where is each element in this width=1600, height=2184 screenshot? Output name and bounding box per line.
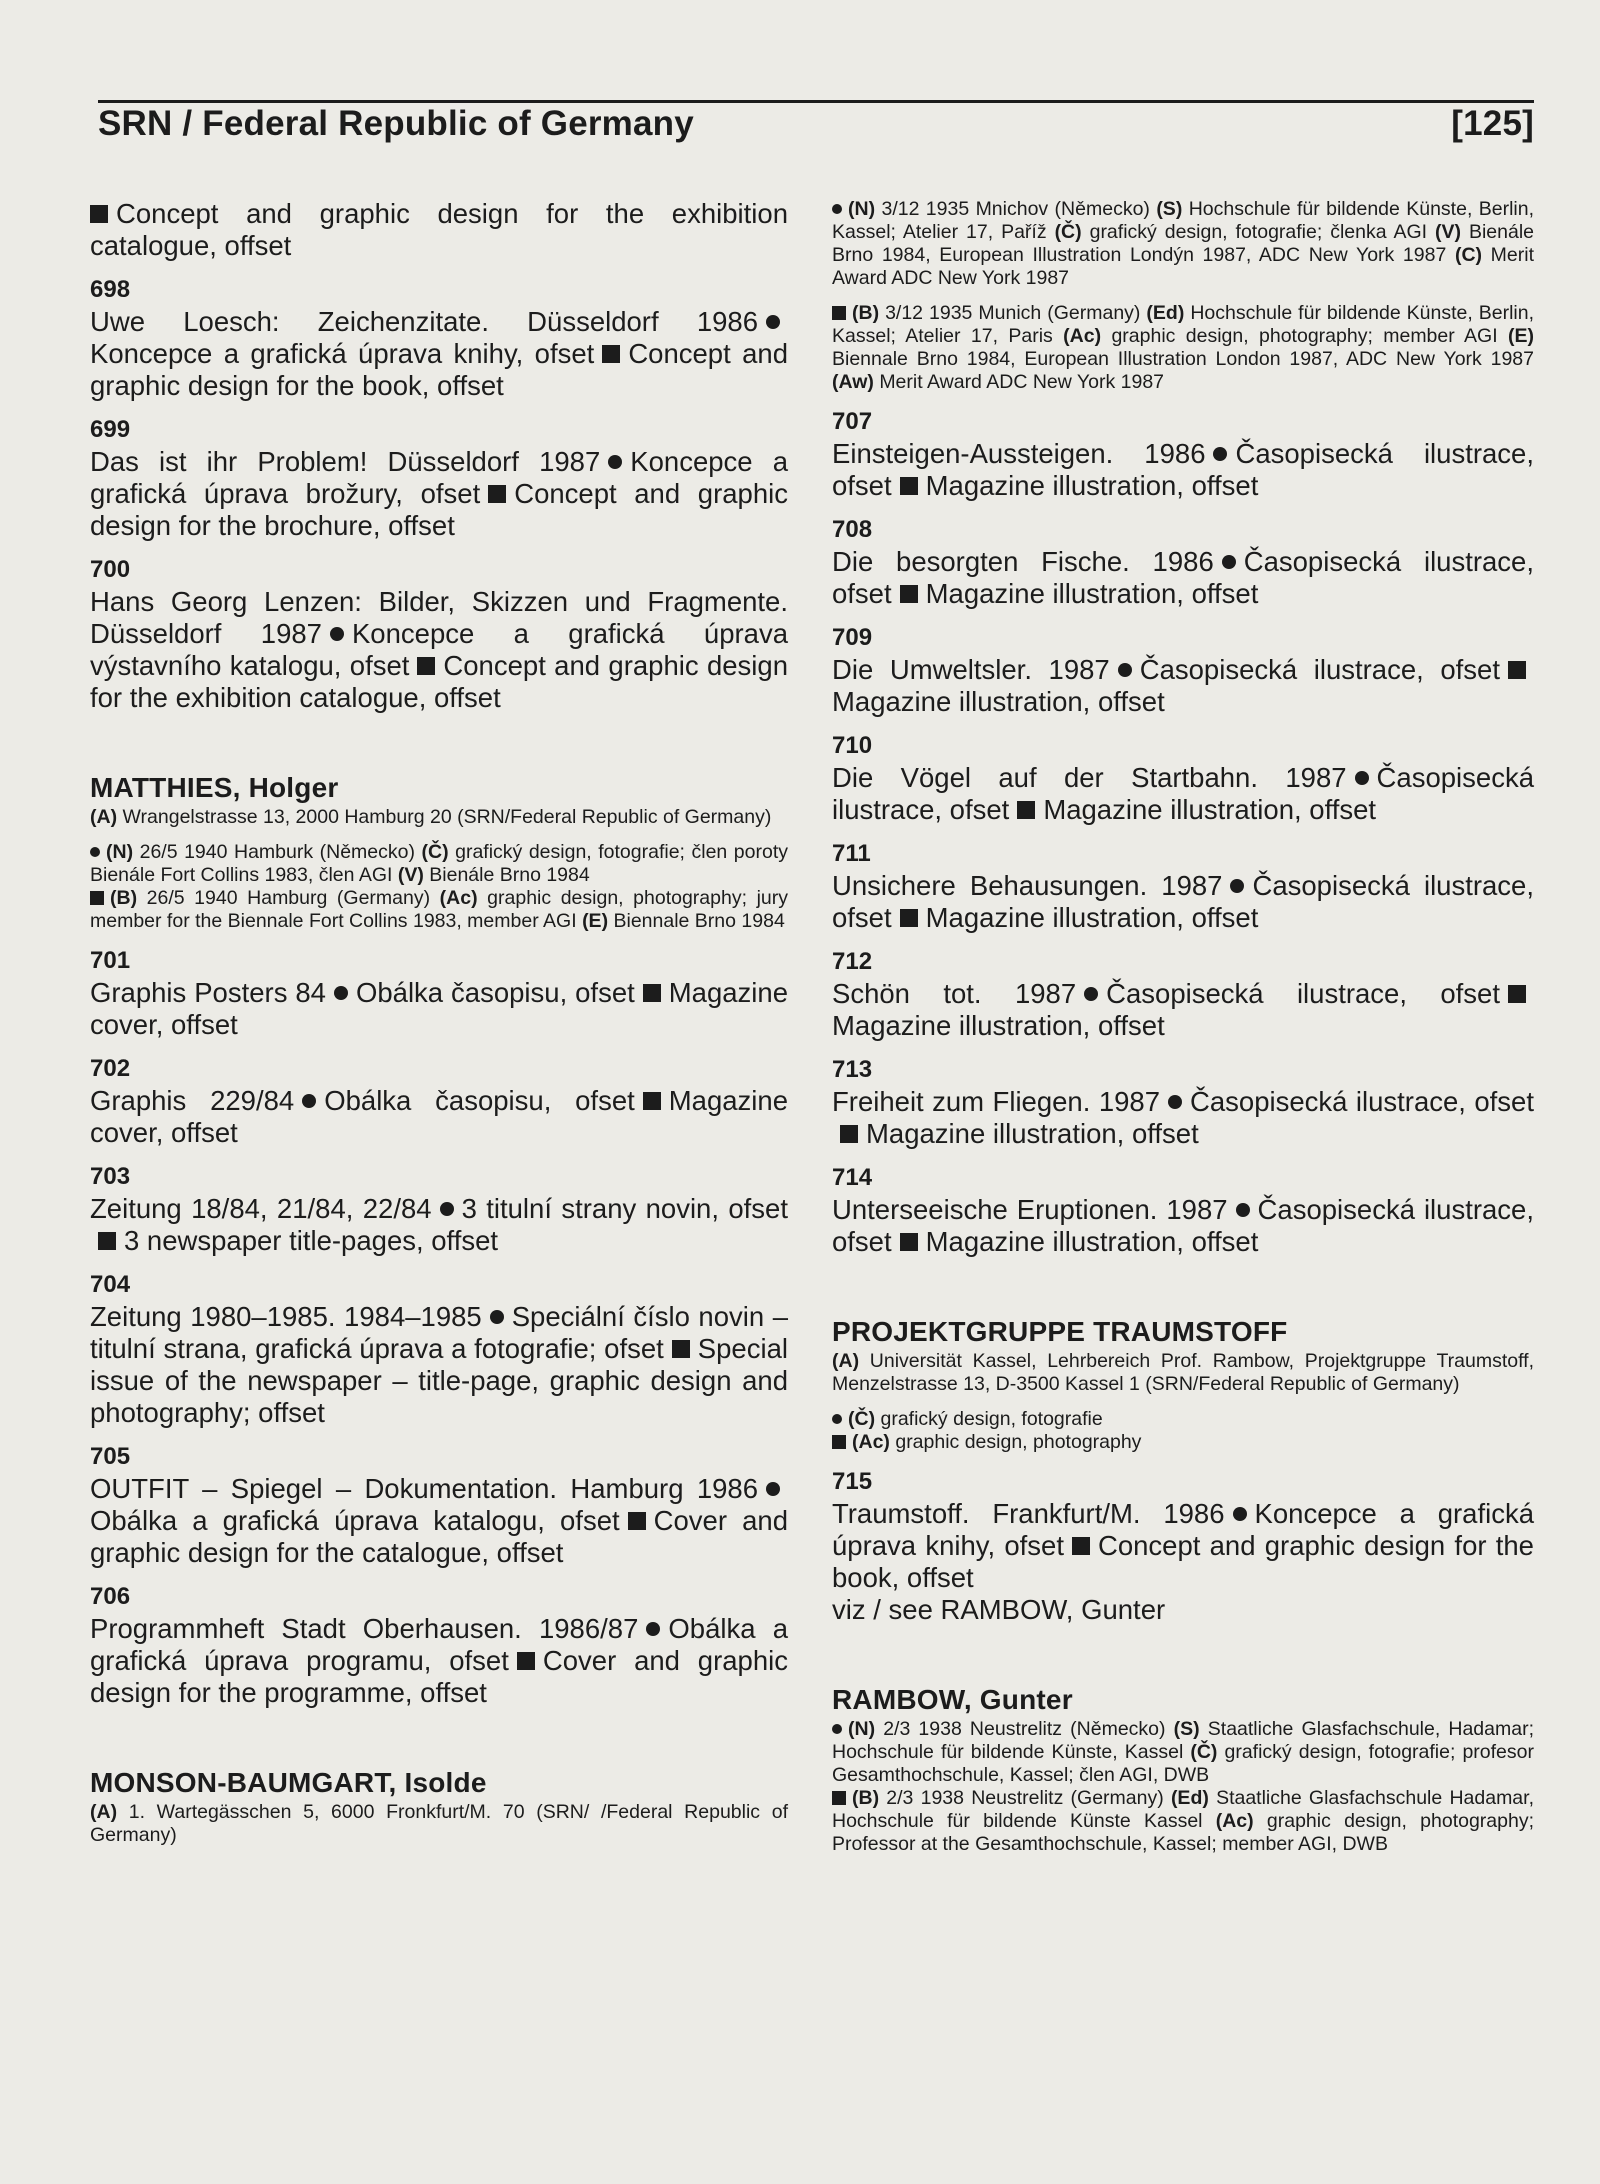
czech-marker-icon bbox=[766, 1482, 780, 1496]
entry-number: 711 bbox=[832, 840, 871, 867]
entry-number: 707 bbox=[832, 408, 873, 435]
artist-bio-english: (Ac) graphic design, photography bbox=[832, 1431, 1534, 1454]
english-marker-icon bbox=[517, 1652, 535, 1670]
english-marker-icon bbox=[832, 1791, 846, 1805]
entry-number: 715 bbox=[832, 1468, 873, 1495]
artist-name: RAMBOW, Gunter bbox=[832, 1684, 1073, 1715]
entry-text: Unsichere Behausungen. 1987 Časopisecká ilustrace, ofset Magazine illustration, offset bbox=[832, 870, 1534, 933]
english-marker-icon bbox=[1072, 1537, 1090, 1555]
artist-bio-english: (B) 2/3 1938 Neustrelitz (Germany) (Ed) Staatliche Glasfachschule Hadamar, Hochschule für bildende Künste Kassel (Ac) graphic design, photography; Professor at the Gesamthochschule, Kassel; member AGI, DWB bbox=[832, 1787, 1535, 1855]
entry-text: Schön tot. 1987 Časopisecká ilustrace, ofsetMagazine illustration, offset bbox=[832, 978, 1534, 1042]
entry-number: 704 bbox=[90, 1271, 131, 1298]
entry bbox=[90, 556, 788, 714]
czech-marker-icon bbox=[646, 1622, 660, 1636]
entry bbox=[832, 1468, 1534, 1626]
english-marker-icon bbox=[643, 1092, 661, 1110]
czech-marker-icon bbox=[1355, 771, 1369, 785]
continuation-text: Concept and graphic design for the exhibition catalogue, offset bbox=[90, 198, 788, 261]
entry-number: 701 bbox=[90, 947, 131, 974]
page-header bbox=[98, 104, 1534, 144]
entry-text: Zeitung 18/84, 21/84, 22/84 3 titulní strany novin, ofset3 newspaper title-pages, offset bbox=[90, 1193, 788, 1256]
artist-bio-english: (B) 3/12 1935 Munich (Germany) (Ed) Hochschule für bildende Künste, Berlin, Kassel; Atelier 17, Paris (Ac) graphic design, photography; member AGI (E) Biennale Brno 1984, European Illustration London 1987, ADC New York 1987 (Aw) Merit Award ADC New York 1987 bbox=[832, 302, 1535, 393]
entry bbox=[90, 1443, 788, 1569]
entry-number: 710 bbox=[832, 732, 873, 759]
artist-bio-english: (B) 26/5 1940 Hamburg (Germany) (Ac) graphic design, photography; jury member for the Biennale Fort Collins 1983, member AGI (E) Biennale Brno 1984 bbox=[90, 887, 788, 932]
english-marker-icon bbox=[98, 1232, 116, 1250]
czech-marker-icon bbox=[1233, 1507, 1247, 1521]
english-marker-icon bbox=[90, 891, 104, 905]
english-marker-icon bbox=[900, 477, 918, 495]
entry-number: 698 bbox=[90, 276, 131, 303]
entry bbox=[832, 408, 1534, 502]
artist-address: (A) Universität Kassel, Lehrbereich Prof. Rambow, Projektgruppe Traumstoff, Menzelstrasse 13, D-3500 Kassel 1 (SRN/Federal Republic of Germany) bbox=[832, 1350, 1534, 1395]
entry-number: 700 bbox=[90, 556, 131, 583]
entry bbox=[832, 1164, 1534, 1258]
english-marker-icon bbox=[832, 1435, 846, 1449]
entry bbox=[90, 1163, 788, 1257]
entry-text: Die Vögel auf der Startbahn. 1987 Časopisecká ilustrace, ofset Magazine illustration, offset bbox=[832, 762, 1534, 825]
czech-marker-icon bbox=[330, 627, 344, 641]
entry bbox=[90, 947, 788, 1041]
entry-number: 705 bbox=[90, 1443, 131, 1470]
entry-number: 713 bbox=[832, 1056, 873, 1083]
entry-text: Graphis Posters 84 Obálka časopisu, ofset Magazine cover, offset bbox=[90, 977, 788, 1040]
english-marker-icon bbox=[672, 1340, 690, 1358]
left-column bbox=[90, 198, 788, 1847]
page-title: SRN / Federal Republic of Germany bbox=[98, 104, 694, 143]
czech-marker-icon bbox=[1084, 987, 1098, 1001]
artist-address: (A) 1. Wartegässchen 5, 6000 Fronkfurt/M. 70 (SRN/ /Federal Republic of Germany) bbox=[90, 1801, 788, 1846]
artist-bio-czech: (N) 26/5 1940 Hamburk (Německo) (Č) grafický design, fotografie; člen poroty Bienále Fort Collins 1983, člen AGI (V) Bienále Brno 1984 bbox=[90, 841, 788, 886]
entry bbox=[832, 840, 1534, 934]
entry-text: OUTFIT – Spiegel – Dokumentation. Hamburg 1986Obálka a grafická úprava katalogu, ofset Cover and graphic design for the catalogue, offset bbox=[90, 1473, 788, 1568]
artist-name: MONSON-BAUMGART, Isolde bbox=[90, 1767, 487, 1798]
english-marker-icon bbox=[628, 1512, 646, 1530]
entry-text: Zeitung 1980–1985. 1984–1985 Speciální číslo novin – titulní strana, grafická úprava a fotografie; ofset Special issue of the newspaper – title-page, graphic design and photography; offset bbox=[90, 1301, 788, 1428]
entry-text: Die besorgten Fische. 1986 Časopisecká ilustrace, ofset Magazine illustration, offset bbox=[832, 546, 1534, 609]
czech-marker-icon bbox=[1118, 663, 1132, 677]
entry bbox=[90, 416, 788, 542]
entry bbox=[832, 624, 1534, 718]
entry-text: Uwe Loesch: Zeichenzitate. Düsseldorf 1986Koncepce a grafická úprava knihy, ofset Concept and graphic design for the book, offset bbox=[90, 306, 789, 401]
czech-marker-icon bbox=[608, 455, 622, 469]
entry-number: 712 bbox=[832, 948, 873, 975]
entry bbox=[90, 276, 788, 402]
entry-number: 702 bbox=[90, 1055, 131, 1082]
czech-marker-icon bbox=[1222, 555, 1236, 569]
entry-number: 708 bbox=[832, 516, 873, 543]
entry bbox=[90, 1583, 788, 1709]
czech-marker-icon bbox=[832, 204, 842, 214]
czech-marker-icon bbox=[832, 1724, 842, 1734]
header-rule bbox=[98, 100, 1534, 103]
entry-text: Traumstoff. Frankfurt/M. 1986 Koncepce a grafická úprava knihy, ofset Concept and graphic design for the book, offset viz / see RAMBOW, Gunter bbox=[832, 1498, 1534, 1625]
entry bbox=[90, 1055, 788, 1149]
page-number: [125] bbox=[1451, 104, 1534, 143]
artist-name: PROJEKTGRUPPE TRAUMSTOFF bbox=[832, 1316, 1288, 1347]
entry bbox=[832, 732, 1534, 826]
entry-text: Graphis 229/84 Obálka časopisu, ofset Magazine cover, offset bbox=[90, 1085, 789, 1148]
english-marker-icon bbox=[1508, 985, 1526, 1003]
czech-marker-icon bbox=[302, 1094, 316, 1108]
english-marker-icon bbox=[643, 984, 661, 1002]
entry-text: Unterseeische Eruptionen. 1987 Časopisecká ilustrace, ofset Magazine illustration, offset bbox=[832, 1194, 1534, 1257]
entry-number: 709 bbox=[832, 624, 873, 651]
entry-number: 699 bbox=[90, 416, 131, 443]
english-marker-icon bbox=[840, 1125, 858, 1143]
czech-marker-icon bbox=[1213, 447, 1227, 461]
czech-marker-icon bbox=[1236, 1203, 1250, 1217]
czech-marker-icon bbox=[490, 1310, 504, 1324]
czech-marker-icon bbox=[334, 986, 348, 1000]
czech-marker-icon bbox=[440, 1202, 454, 1216]
entry bbox=[832, 516, 1534, 610]
entry-number: 703 bbox=[90, 1163, 131, 1190]
english-marker-icon bbox=[1508, 661, 1526, 679]
entry-number: 714 bbox=[832, 1164, 873, 1191]
entry-text: Das ist ihr Problem! Düsseldorf 1987 Koncepce a grafická úprava brožury, ofset Concept and graphic design for the brochure, offset bbox=[90, 446, 788, 541]
artist-address: (A) Wrangelstrasse 13, 2000 Hamburg 20 (SRN/Federal Republic of Germany) bbox=[90, 806, 772, 828]
czech-marker-icon bbox=[832, 1414, 842, 1424]
entry-text: Einsteigen-Aussteigen. 1986 Časopisecká ilustrace, ofset Magazine illustration, offset bbox=[832, 438, 1534, 501]
czech-marker-icon bbox=[1168, 1095, 1182, 1109]
see-also-reference: viz / see RAMBOW, Gunter bbox=[832, 1594, 1166, 1625]
english-marker-icon bbox=[602, 345, 620, 363]
entry-text: Hans Georg Lenzen: Bilder, Skizzen und Fragmente. Düsseldorf 1987 Koncepce a grafická úprava výstavního katalogu, ofset Concept and graphic design for the exhibition catalogue, offset bbox=[90, 586, 789, 713]
english-marker-icon bbox=[900, 1233, 918, 1251]
entry-text: Freiheit zum Fliegen. 1987 Časopisecká ilustrace, ofsetMagazine illustration, offset bbox=[832, 1086, 1534, 1149]
entry-text: Programmheft Stadt Oberhausen. 1986/87 Obálka a grafická úprava programu, ofset Cover and graphic design for the programme, offset bbox=[90, 1613, 789, 1708]
entry bbox=[832, 1056, 1534, 1150]
artist-bio-czech: (N) 3/12 1935 Mnichov (Německo) (S) Hochschule für bildende Künste, Berlin, Kassel; Atelier 17, Paříž (Č) grafický design, fotografie; členka AGI (V) Bienále Brno 1984, European Illustration Londýn 1987, ADC New York 1987 (C) Merit Award ADC New York 1987 bbox=[832, 198, 1535, 289]
english-marker-icon bbox=[417, 657, 435, 675]
english-marker-icon bbox=[832, 306, 846, 320]
english-marker-icon bbox=[1017, 801, 1035, 819]
artist-name: MATTHIES, Holger bbox=[90, 772, 339, 803]
entry bbox=[90, 1271, 788, 1429]
entry-text: Die Umweltsler. 1987 Časopisecká ilustrace, ofsetMagazine illustration, offset bbox=[832, 654, 1534, 718]
english-marker-icon bbox=[900, 585, 918, 603]
artist-bio-czech: (N) 2/3 1938 Neustrelitz (Německo) (S) Staatliche Glasfachschule, Hadamar; Hochschule für bildende Künste, Kassel (Č) grafický design, fotografie; profesor Gesamthochschule, Kassel; člen AGI, DWB bbox=[832, 1718, 1534, 1786]
czech-marker-icon bbox=[1230, 879, 1244, 893]
english-marker-icon bbox=[488, 485, 506, 503]
czech-marker-icon bbox=[90, 847, 100, 857]
entry bbox=[832, 948, 1534, 1042]
czech-marker-icon bbox=[766, 315, 780, 329]
english-marker-icon bbox=[900, 909, 918, 927]
entry-number: 706 bbox=[90, 1583, 131, 1610]
english-marker-icon bbox=[90, 205, 108, 223]
artist-bio-czech: (Č) grafický design, fotografie bbox=[832, 1408, 1534, 1431]
right-column bbox=[832, 198, 1534, 1856]
